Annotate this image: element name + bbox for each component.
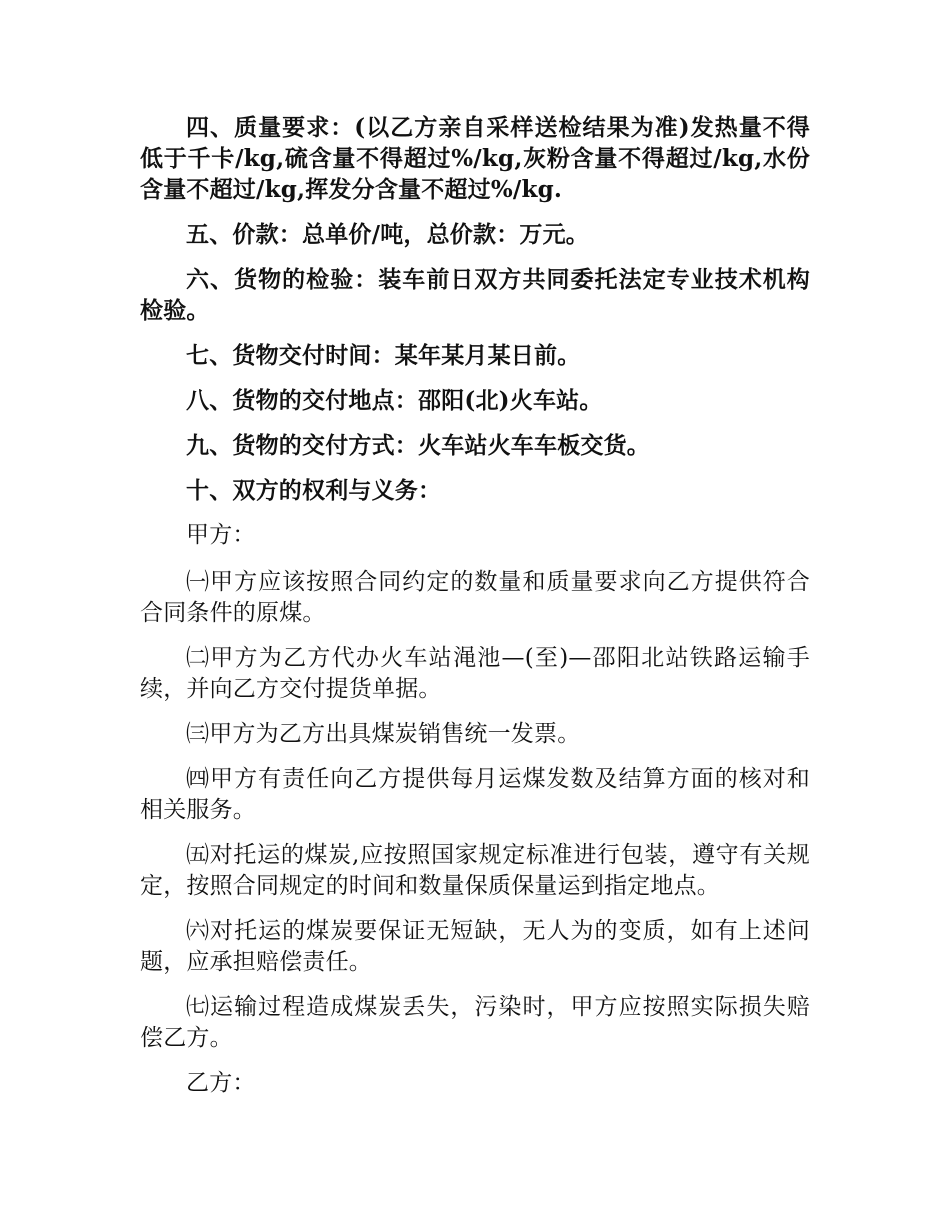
party-a-item-1: ㈠甲方应该按照合同约定的数量和质量要求向乙方提供符合合同条件的原煤。 <box>140 569 810 626</box>
clause-price: 五、价款：总单价/吨，总价款：万元。 <box>186 221 590 248</box>
clause-inspection: 六、货物的检验：装车前日双方共同委托法定专业技术机构检验。 <box>140 266 810 324</box>
party-a-item-5: ㈤对托运的煤炭,应按照国家规定标准进行包装，遵守有关规定，按照合同规定的时间和数量保质保量运到指定地点。 <box>140 842 810 899</box>
party-a-item-7: ㈦运输过程造成煤炭丢失，污染时，甲方应按照实际损失赔偿乙方。 <box>140 994 810 1051</box>
clause-quality-requirements: 四、质量要求：(以乙方亲自采样送检结果为准)发热量不得低于千卡/kg,硫含量不得超过%/kg,灰粉含量不得超过/kg,水份含量不超过/kg,挥发分含量不超过%/kg. <box>140 114 810 203</box>
clause-delivery-method: 九、货物的交付方式：火车站火车车板交货。 <box>186 432 650 459</box>
party-a-item-6: ㈥对托运的煤炭要保证无短缺，无人为的变质，如有上述问题，应承担赔偿责任。 <box>140 918 810 975</box>
party-a-heading: 甲方： <box>186 522 256 548</box>
party-a-item-4: ㈣甲方有责任向乙方提供每月运煤发数及结算方面的核对和相关服务。 <box>140 766 810 823</box>
party-a-item-2: ㈡甲方为乙方代办火车站渑池—(至)—邵阳北站铁路运输手续，并向乙方交付提货单据。 <box>140 645 810 702</box>
clause-delivery-time: 七、货物交付时间：某年某月某日前。 <box>186 342 581 369</box>
clause-rights-obligations: 十、双方的权利与义务： <box>186 477 442 504</box>
clause-delivery-place: 八、货物的交付地点：邵阳(北)火车站。 <box>186 387 603 414</box>
party-b-heading: 乙方： <box>186 1070 256 1096</box>
party-a-item-3: ㈢甲方为乙方出具煤炭销售统一发票。 <box>186 721 581 747</box>
